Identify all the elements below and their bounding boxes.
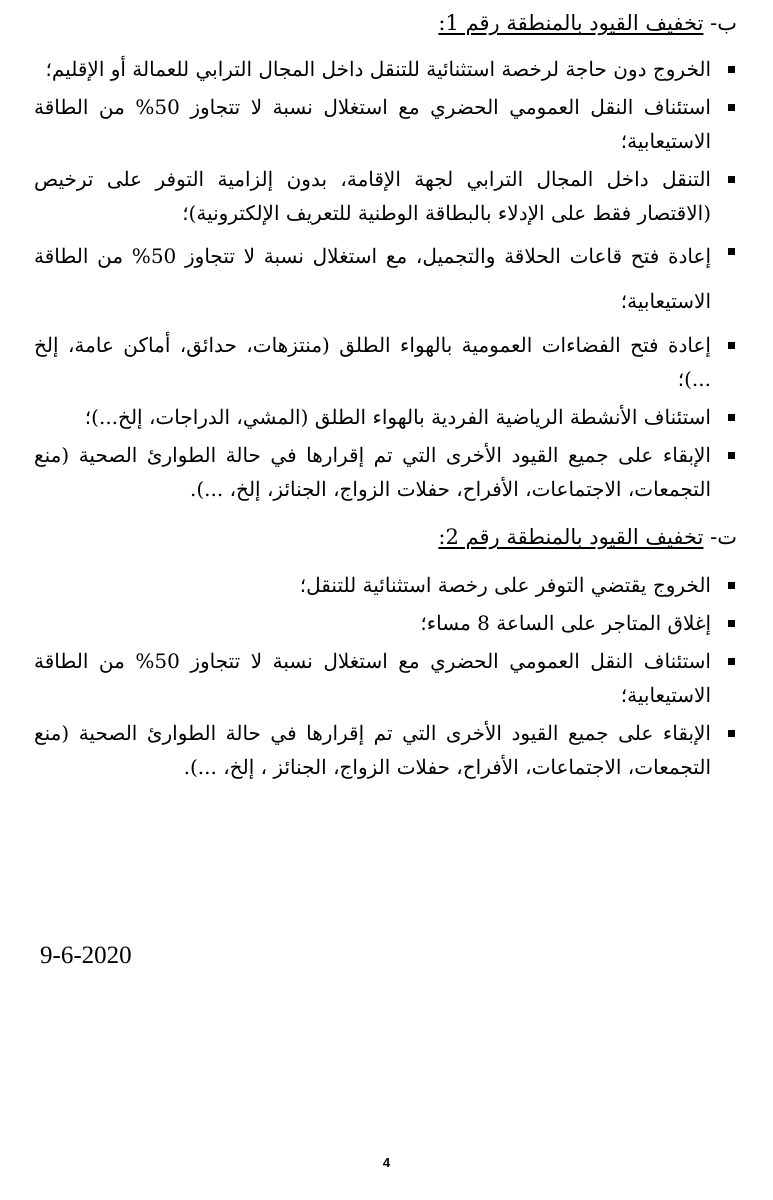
section-1-title: تخفيف القيود بالمنطقة رقم 1: xyxy=(438,11,704,35)
list-item: إعادة فتح الفضاءات العمومية بالهواء الطلق (منتزهات، حدائق، أماكن عامة، إلخ ...)؛ xyxy=(34,328,711,396)
document-date: 9-6-2020 xyxy=(40,942,132,969)
page-number: 4 xyxy=(382,1155,391,1170)
list-item: الإبقاء على جميع القيود الأخرى التي تم إقرارها في حالة الطوارئ الصحية (منع التجمعات، الاجتماعات، الأفراح، حفلات الزواج، الجنائز ، إلخ، ...). xyxy=(34,716,711,784)
document-body xyxy=(34,6,743,788)
list-item: استئناف الأنشطة الرياضية الفردية بالهواء الطلق (المشي، الدراجات، إلخ...)؛ xyxy=(34,400,711,434)
list-item: الإبقاء على جميع القيود الأخرى التي تم إقرارها في حالة الطوارئ الصحية (منع التجمعات، الاجتماعات، الأفراح، حفلات الزواج، الجنائز، إلخ، ...). xyxy=(34,438,711,506)
section-zone-1 xyxy=(34,6,743,506)
list-item: إغلاق المتاجر على الساعة 8 مساء؛ xyxy=(34,606,711,640)
section-1-list xyxy=(34,52,743,506)
list-item: استئناف النقل العمومي الحضري مع استغلال نسبة لا تتجاوز 50% من الطاقة الاستيعابية؛ xyxy=(34,644,711,712)
section-2-heading xyxy=(34,520,743,554)
list-item: الخروج دون حاجة لرخصة استثنائية للتنقل داخل المجال الترابي للعمالة أو الإقليم؛ xyxy=(34,52,711,86)
section-2-list xyxy=(34,568,743,784)
section-1-prefix: ب- xyxy=(710,11,737,35)
list-item: إعادة فتح قاعات الحلاقة والتجميل، مع استغلال نسبة لا تتجاوز 50% من الطاقة الاستيعابية؛ xyxy=(34,234,711,324)
list-item: استئناف النقل العمومي الحضري مع استغلال نسبة لا تتجاوز 50% من الطاقة الاستيعابية؛ xyxy=(34,90,711,158)
section-1-heading xyxy=(34,6,743,40)
section-zone-2 xyxy=(34,520,743,784)
list-item: التنقل داخل المجال الترابي لجهة الإقامة، بدون إلزامية التوفر على ترخيص (الاقتصار فقط على الإدلاء بالبطاقة الوطنية للتعريف الإلكترونية)؛ xyxy=(34,162,711,230)
section-2-title: تخفيف القيود بالمنطقة رقم 2: xyxy=(438,525,704,549)
section-2-prefix: ت- xyxy=(710,525,737,549)
list-item: الخروج يقتضي التوفر على رخصة استثنائية للتنقل؛ xyxy=(34,568,711,602)
